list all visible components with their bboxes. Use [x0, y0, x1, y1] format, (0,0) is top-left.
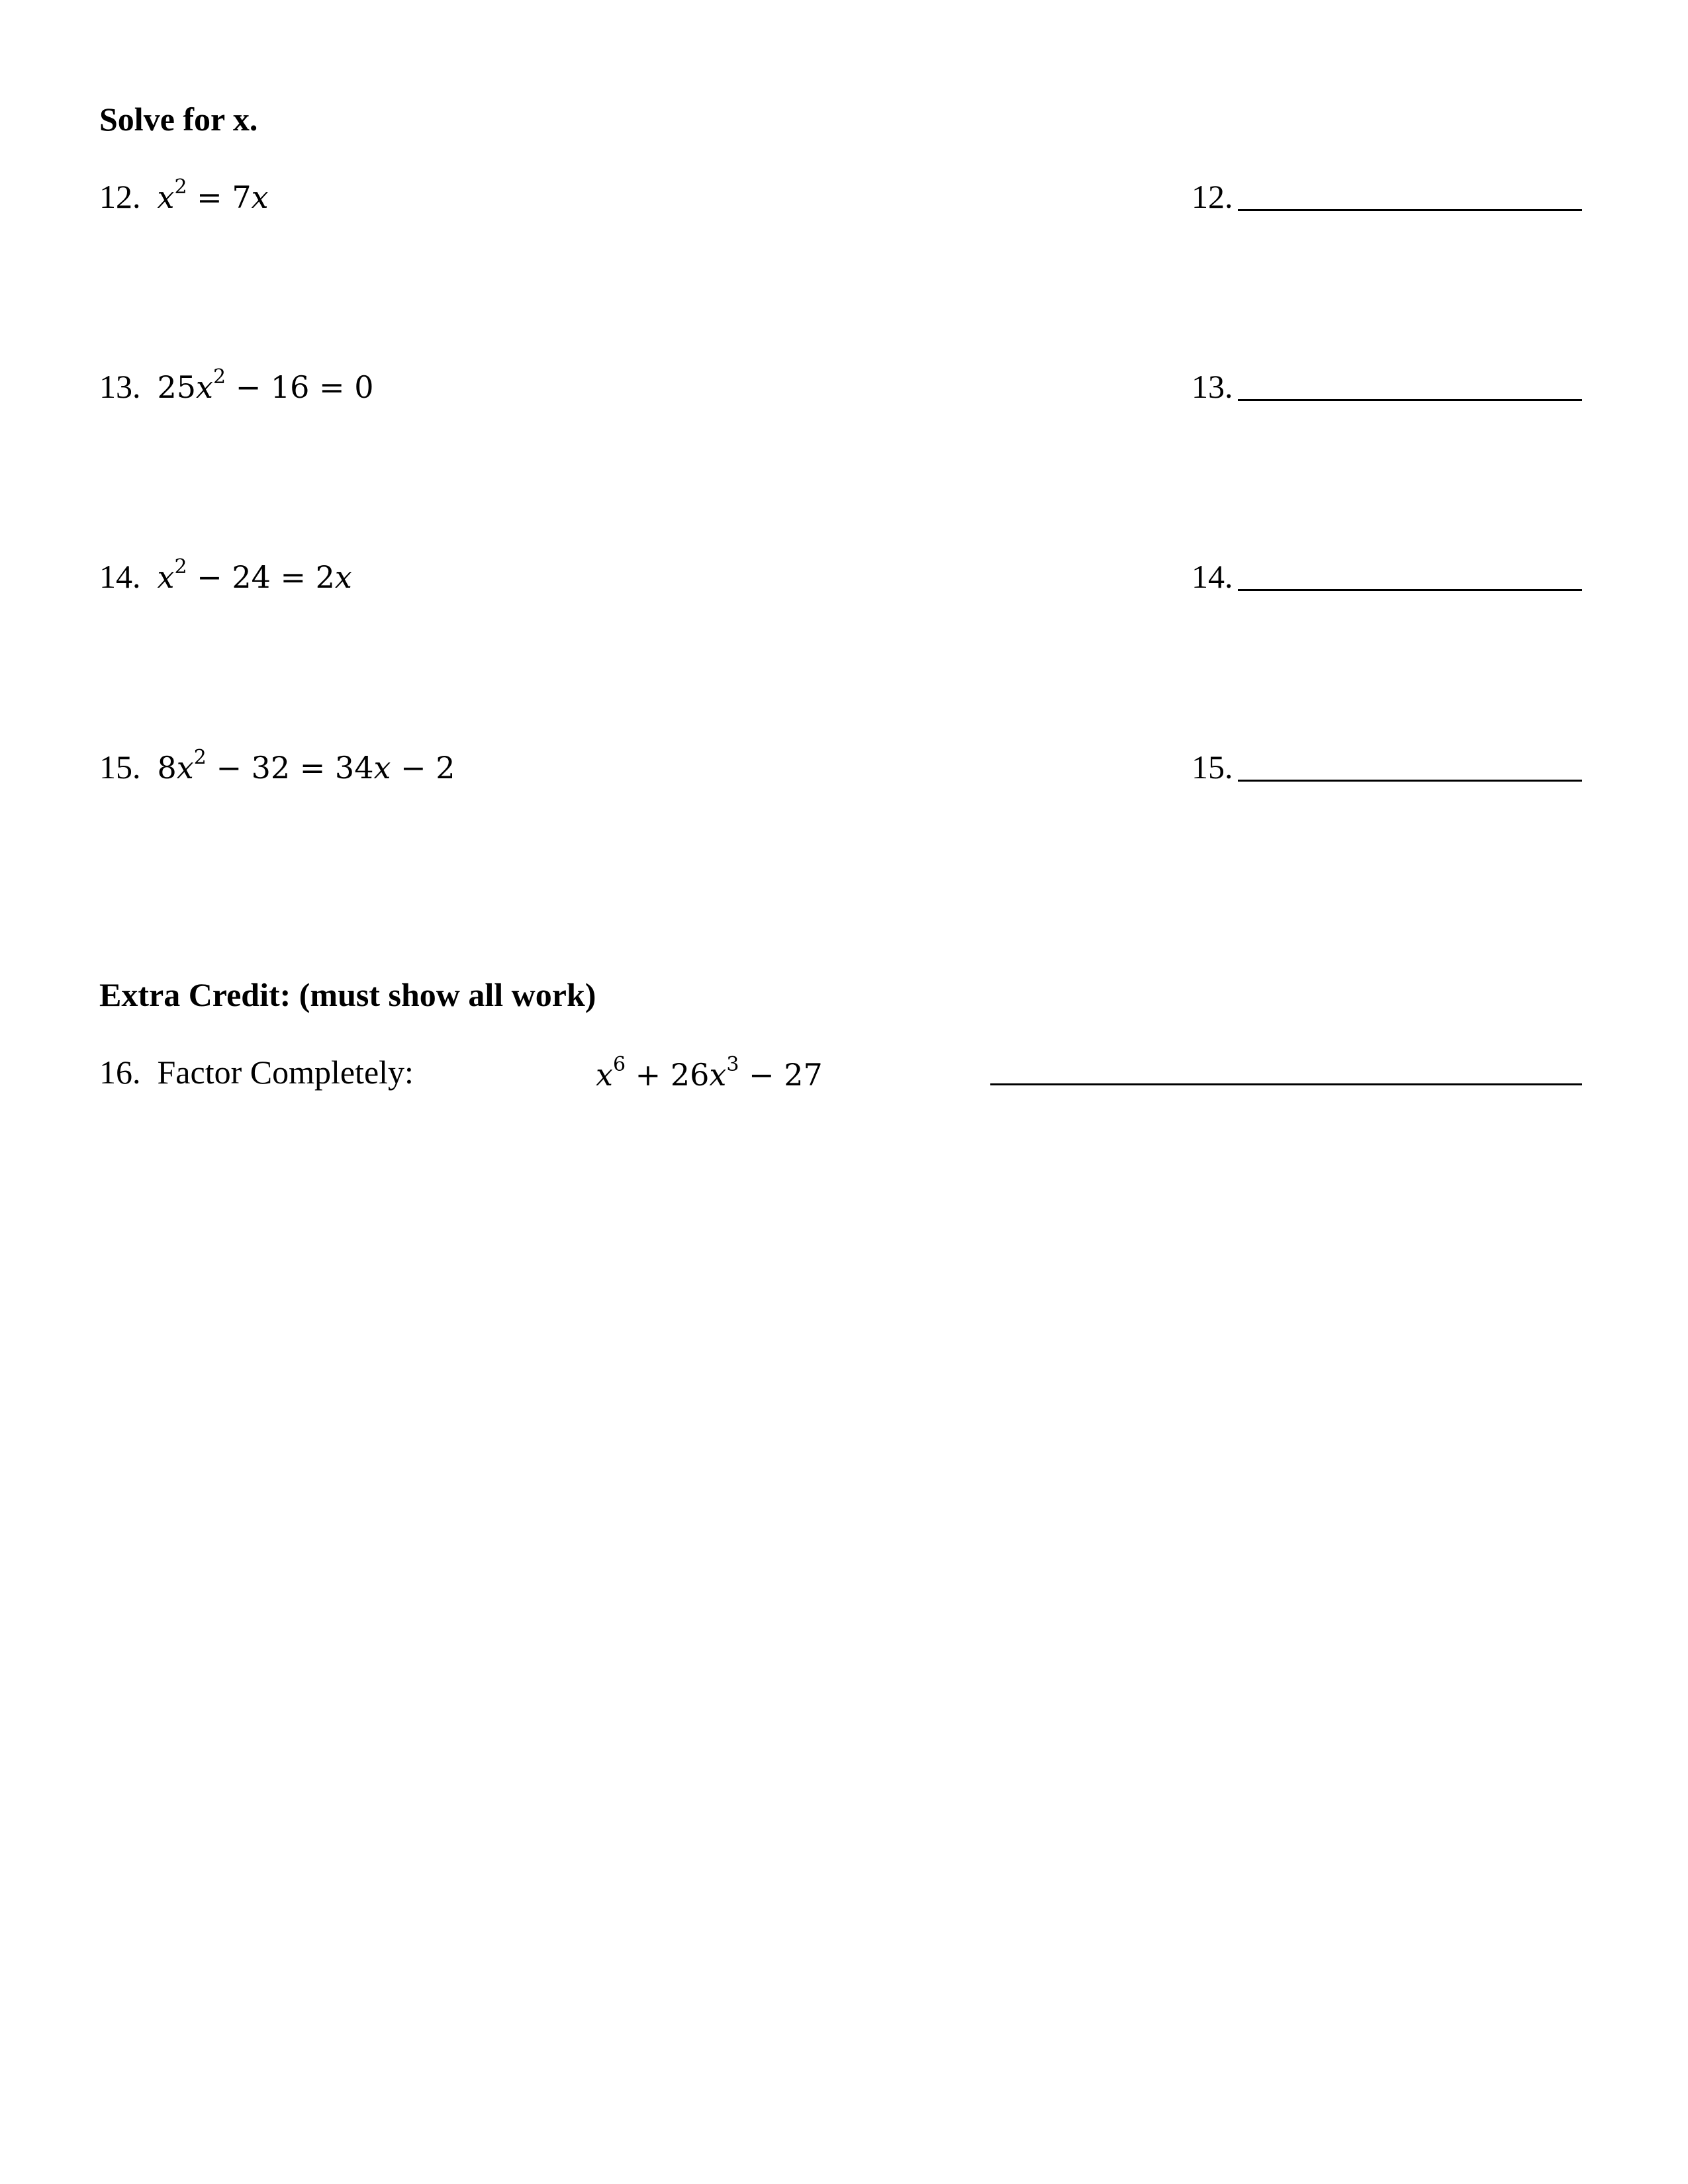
answer-label-13: 13. [1192, 368, 1233, 405]
problem-instruction: Factor Completely: [157, 1054, 414, 1091]
problem-number: 12. [99, 178, 141, 215]
answer-line-14[interactable] [1238, 589, 1582, 591]
problem-number: 15. [99, 749, 141, 786]
problem-13 [99, 365, 374, 405]
answer-line-15[interactable] [1238, 780, 1582, 782]
answer-label-14: 14. [1192, 558, 1233, 595]
answer-line-12[interactable] [1238, 209, 1582, 211]
answer-line-13[interactable] [1238, 399, 1582, 401]
answer-label-15: 15. [1192, 749, 1233, 786]
answer-line-16[interactable] [990, 1083, 1582, 1085]
section-heading-solve: Solve for x. [99, 101, 258, 138]
problem-number: 14. [99, 558, 141, 595]
problem-number: 16. [99, 1054, 141, 1091]
equation: $25x^2 - 16 = 0$ [157, 365, 374, 405]
problem-16 [99, 1056, 414, 1089]
section-heading-extra-credit: Extra Credit: (must show all work) [99, 976, 596, 1013]
problem-14 [99, 555, 352, 595]
equation: $x^2 = 7x$ [157, 175, 269, 215]
problem-number: 13. [99, 368, 141, 405]
problem-15 [99, 746, 455, 786]
problem-12 [99, 175, 269, 215]
equation: $8x^2 - 32 = 34x - 2$ [157, 746, 455, 786]
equation: $x^2 - 24 = 2x$ [157, 555, 352, 595]
answer-label-12: 12. [1192, 178, 1233, 215]
expression: $x^6 + 26x^3 - 27$ [596, 1053, 823, 1093]
